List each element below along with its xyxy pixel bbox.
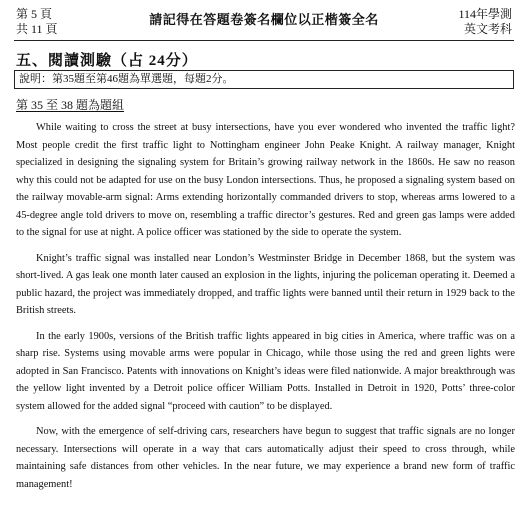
- signature-notice-text: 請記得在答題卷簽名欄位以正楷簽全名: [149, 12, 379, 27]
- page-label: 第 5 頁: [16, 7, 53, 21]
- exam-year: 114年學測: [458, 7, 512, 21]
- exam-info-block: [458, 7, 512, 37]
- total-pages-label: 共 11 頁: [16, 22, 58, 36]
- question-group-label: 第 35 至 38 題為題組: [16, 98, 125, 112]
- header-divider: [14, 40, 514, 41]
- reading-passage: [16, 119, 515, 501]
- instructions-text: 說明：第35題至第46題為單選題，每題2分。: [19, 73, 234, 85]
- exam-subject: 英文考科: [463, 22, 512, 36]
- passage-paragraph-2: Knight’s traffic signal was installed near London’s Westminster Bridge in December 1868, but the system was short-lived. A gas leak one month later caused an explosion in the lights, injuring the policeman operating it. Deemed a public hazard, the project was immediately dropped, and traffic lights were banned until their return in 1929 back to the British streets.: [16, 252, 515, 316]
- passage-paragraph-4: Now, with the emergence of self-driving cars, researchers have begun to suggest that traffic signals are no longer necessary. Intersections will operate in a way that cars automatically adjust their speed to cross through, while maintaining safe distances from other vehicles. In the near future, we may experience a brand new form of traffic management!: [16, 426, 515, 490]
- passage-paragraph-1: While waiting to cross the street at busy intersections, have you ever wondered who invented the traffic light? Most people credit the first traffic light to Nottingham engineer John Peake Knight. A railway manager, Knight specialized in designing the signaling system for Britain’s growing railway network in the 1860s. He saw no reason why this could not be adapted for use on the busy London intersections. Thus, he proposed a signaling system based on the railway movable-arm signal: Arms extending horizontally commanded drivers to stop, whereas arms lowered to a 45-degree angle told drivers to move on, resembling a traffic director’s gestures. Red and green gas lamps were added to the signal for use at night. A police officer was stationed by the side to operate the system.: [16, 122, 515, 238]
- section-title: 五、閱讀測驗（占 24分）: [16, 53, 198, 69]
- signature-notice: [0, 9, 528, 28]
- passage-paragraph-3: In the early 1900s, versions of the British traffic lights appeared in big cities in America, where traffic was on a sharp rise. Systems using movable arms were popular in Chicago, while those using the red and green lights were adopted in San Francisco. Patents with innovations on Knight’s ideas were filed nationwide. A major breakthrough was the yellow light invented by a Detroit police officer William Potts. Installed in Detroit in 1920, Potts’ three-color system allowed for the added signal “proceed with caution” to be displayed.: [16, 330, 515, 412]
- instructions-box: [14, 70, 514, 89]
